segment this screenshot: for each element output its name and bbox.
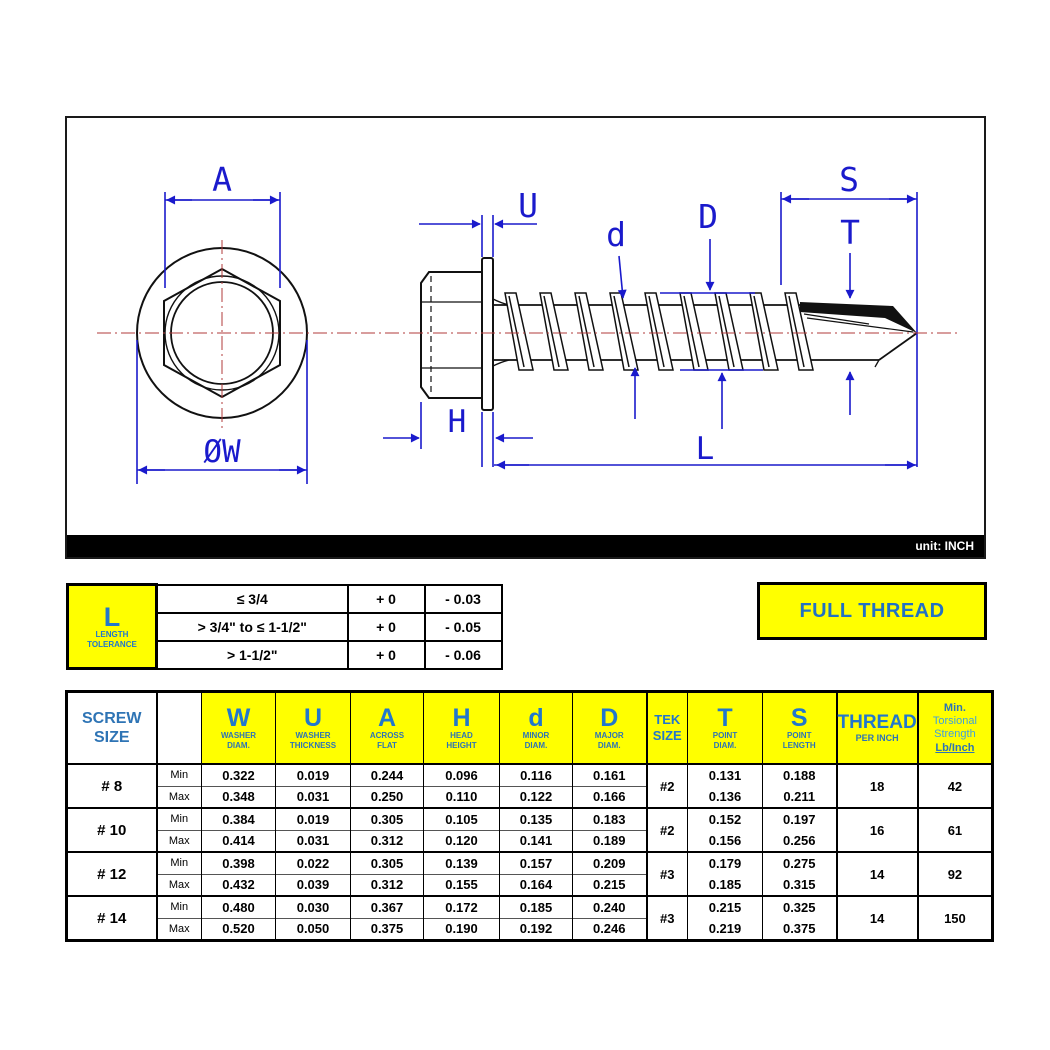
spec-cell: 0.155 bbox=[424, 874, 500, 896]
spec-cell: 0.139 bbox=[424, 852, 500, 874]
tek-cell: #3 bbox=[647, 852, 688, 896]
spec-cell: 0.432 bbox=[202, 874, 276, 896]
min-label: Min bbox=[157, 896, 202, 918]
spec-cell: 0.105 bbox=[424, 808, 500, 830]
tolerance-range: > 3/4" to ≤ 1-1/2" bbox=[157, 613, 348, 641]
spec-cell: 0.164 bbox=[500, 874, 573, 896]
header-across-flat: A ACROSS FLAT bbox=[351, 692, 424, 765]
spec-cell: 0.244 bbox=[351, 764, 424, 786]
spec-cell: 0.019 bbox=[276, 808, 351, 830]
screw-spec-table bbox=[65, 690, 994, 942]
spec-cell: 0.031 bbox=[276, 830, 351, 852]
spec-cell: 0.019 bbox=[276, 764, 351, 786]
screw-drawing-svg bbox=[67, 118, 984, 535]
size-cell: # 12 bbox=[67, 852, 157, 896]
spec-cell: 0.190 bbox=[424, 918, 500, 940]
spec-cell: 0.172 bbox=[424, 896, 500, 918]
spec-cell: 0.185 bbox=[500, 896, 573, 918]
spec-cell: 0.050 bbox=[276, 918, 351, 940]
header-minor-diam: d MINOR DIAM. bbox=[500, 692, 573, 765]
spec-cell: 0.305 bbox=[351, 852, 424, 874]
header-major-diam: D MAJOR DIAM. bbox=[573, 692, 647, 765]
header-point-length: S POINT LENGTH bbox=[763, 692, 837, 765]
spec-cell: 0.022 bbox=[276, 852, 351, 874]
tek-cell: #3 bbox=[647, 896, 688, 941]
tek-cell: #2 bbox=[647, 808, 688, 852]
spec-cell: 0.209 bbox=[573, 852, 647, 874]
label-T: T bbox=[840, 213, 860, 252]
spec-cell: 0.367 bbox=[351, 896, 424, 918]
spec-row-12-min bbox=[67, 852, 993, 874]
header-washer-thickness: U WASHER THICKNESS bbox=[276, 692, 351, 765]
thread-cell: 16 bbox=[837, 808, 918, 852]
spec-cell: 0.030 bbox=[276, 896, 351, 918]
label-A: A bbox=[212, 160, 232, 199]
spec-cell: 0.039 bbox=[276, 874, 351, 896]
tolerance-plus: + 0 bbox=[348, 641, 425, 669]
centerlines bbox=[97, 240, 959, 430]
torsional-cell: 92 bbox=[918, 852, 993, 896]
tolerance-range: ≤ 3/4 bbox=[157, 585, 348, 613]
point-length-cell: 0.188 0.211 bbox=[763, 764, 837, 808]
point-length-cell: 0.197 0.256 bbox=[763, 808, 837, 852]
torsional-cell: 61 bbox=[918, 808, 993, 852]
spec-cell: 0.157 bbox=[500, 852, 573, 874]
thread-cell: 18 bbox=[837, 764, 918, 808]
header-tek-size: TEK SIZE bbox=[647, 692, 688, 765]
spec-cell: 0.312 bbox=[351, 874, 424, 896]
point-length-cell: 0.325 0.375 bbox=[763, 896, 837, 941]
spec-row-14-min bbox=[67, 896, 993, 918]
spec-cell: 0.240 bbox=[573, 896, 647, 918]
screw-technical-drawing bbox=[65, 116, 986, 559]
label-H: H bbox=[447, 404, 467, 440]
spec-header-row bbox=[67, 692, 993, 765]
point-diam-cell: 0.152 0.156 bbox=[688, 808, 763, 852]
max-label: Max bbox=[157, 918, 202, 940]
tolerance-minus: - 0.03 bbox=[425, 585, 502, 613]
spec-cell: 0.120 bbox=[424, 830, 500, 852]
spec-cell: 0.322 bbox=[202, 764, 276, 786]
label-D: D bbox=[698, 197, 718, 236]
point-diam-cell: 0.179 0.185 bbox=[688, 852, 763, 896]
tolerance-title-line2: TOLERANCE bbox=[87, 639, 137, 649]
full-thread-banner: FULL THREAD bbox=[757, 582, 987, 640]
spec-cell: 0.122 bbox=[500, 786, 573, 808]
label-OW: ØW bbox=[203, 434, 241, 470]
point-diam-cell: 0.131 0.136 bbox=[688, 764, 763, 808]
spec-cell: 0.398 bbox=[202, 852, 276, 874]
label-L: L bbox=[695, 431, 715, 467]
spec-cell: 0.312 bbox=[351, 830, 424, 852]
header-washer-diam: W WASHER DIAM. bbox=[202, 692, 276, 765]
spec-cell: 0.348 bbox=[202, 786, 276, 808]
spec-cell: 0.116 bbox=[500, 764, 573, 786]
spec-cell: 0.192 bbox=[500, 918, 573, 940]
tolerance-symbol-cell bbox=[68, 585, 157, 669]
max-label: Max bbox=[157, 786, 202, 808]
spec-cell: 0.189 bbox=[573, 830, 647, 852]
spec-row-8-min bbox=[67, 764, 993, 786]
spec-cell: 0.520 bbox=[202, 918, 276, 940]
size-cell: # 10 bbox=[67, 808, 157, 852]
spec-cell: 0.096 bbox=[424, 764, 500, 786]
spec-cell: 0.305 bbox=[351, 808, 424, 830]
max-label: Max bbox=[157, 874, 202, 896]
min-label: Min bbox=[157, 852, 202, 874]
point-length-cell: 0.275 0.315 bbox=[763, 852, 837, 896]
label-U: U bbox=[518, 186, 538, 225]
side-view-head bbox=[421, 258, 493, 410]
size-cell: # 8 bbox=[67, 764, 157, 808]
unit-note-bar: unit: INCH bbox=[67, 535, 984, 557]
spec-cell: 0.250 bbox=[351, 786, 424, 808]
label-S: S bbox=[839, 160, 859, 199]
spec-cell: 0.135 bbox=[500, 808, 573, 830]
size-cell: # 14 bbox=[67, 896, 157, 941]
header-point-diam: T POINT DIAM. bbox=[688, 692, 763, 765]
spec-cell: 0.166 bbox=[573, 786, 647, 808]
spec-cell: 0.110 bbox=[424, 786, 500, 808]
thread-cell: 14 bbox=[837, 896, 918, 941]
header-minmax-blank bbox=[157, 692, 202, 765]
spec-cell: 0.414 bbox=[202, 830, 276, 852]
tolerance-minus: - 0.06 bbox=[425, 641, 502, 669]
label-d: d bbox=[606, 215, 626, 254]
spec-cell: 0.246 bbox=[573, 918, 647, 940]
spec-cell: 0.480 bbox=[202, 896, 276, 918]
header-thread-per-inch: THREAD PER INCH bbox=[837, 692, 918, 765]
length-tolerance-table bbox=[66, 583, 503, 670]
tolerance-range: > 1-1/2" bbox=[157, 641, 348, 669]
header-head-height: H HEAD HEIGHT bbox=[424, 692, 500, 765]
header-screw-size: SCREW SIZE bbox=[67, 692, 157, 765]
point-diam-cell: 0.215 0.219 bbox=[688, 896, 763, 941]
tolerance-plus: + 0 bbox=[348, 585, 425, 613]
min-label: Min bbox=[157, 808, 202, 830]
spec-cell: 0.141 bbox=[500, 830, 573, 852]
spec-cell: 0.183 bbox=[573, 808, 647, 830]
drill-point bbox=[800, 302, 917, 367]
spec-cell: 0.384 bbox=[202, 808, 276, 830]
tolerance-symbol: L bbox=[103, 601, 121, 632]
tek-cell: #2 bbox=[647, 764, 688, 808]
tolerance-title-line1: LENGTH bbox=[95, 629, 129, 639]
spec-cell: 0.375 bbox=[351, 918, 424, 940]
header-torsional-strength: Min. Torsional Strength Lb/Inch bbox=[918, 692, 993, 765]
torsional-cell: 42 bbox=[918, 764, 993, 808]
spec-cell: 0.161 bbox=[573, 764, 647, 786]
min-label: Min bbox=[157, 764, 202, 786]
tolerance-minus: - 0.05 bbox=[425, 613, 502, 641]
torsional-cell: 150 bbox=[918, 896, 993, 941]
spec-row-10-min bbox=[67, 808, 993, 830]
spec-cell: 0.215 bbox=[573, 874, 647, 896]
thread-cell: 14 bbox=[837, 852, 918, 896]
tolerance-plus: + 0 bbox=[348, 613, 425, 641]
max-label: Max bbox=[157, 830, 202, 852]
spec-cell: 0.031 bbox=[276, 786, 351, 808]
